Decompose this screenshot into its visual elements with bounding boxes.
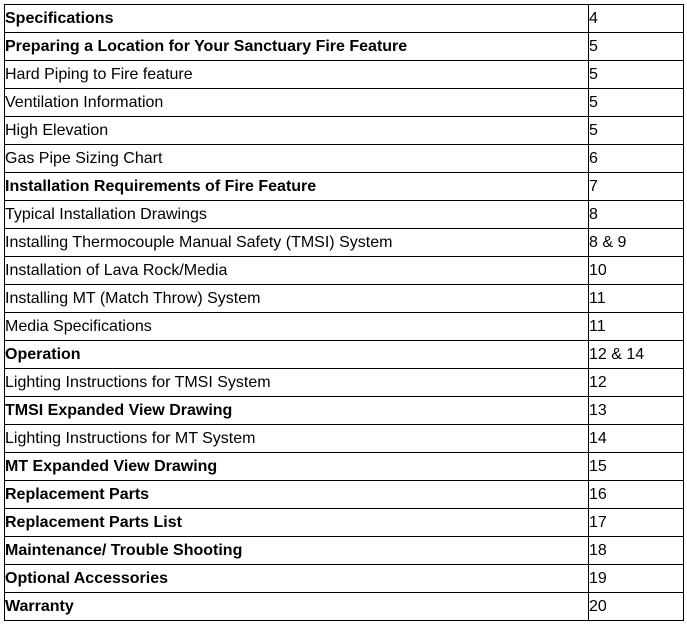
toc-entry-title: Installing MT (Match Throw) System — [5, 285, 589, 313]
toc-entry-page: 5 — [589, 117, 684, 145]
toc-entry-page: 5 — [589, 89, 684, 117]
toc-entry-page: 7 — [589, 173, 684, 201]
toc-entry-title: Media Specifications — [5, 313, 589, 341]
toc-entry-title: Warranty — [5, 593, 589, 621]
table-row — [5, 33, 684, 61]
table-of-contents — [4, 4, 684, 621]
table-row — [5, 117, 684, 145]
toc-entry-page: 8 — [589, 201, 684, 229]
toc-entry-title: MT Expanded View Drawing — [5, 453, 589, 481]
toc-entry-title: Specifications — [5, 5, 589, 33]
toc-entry-title: Gas Pipe Sizing Chart — [5, 145, 589, 173]
toc-entry-page: 12 — [589, 369, 684, 397]
toc-entry-title: High Elevation — [5, 117, 589, 145]
toc-entry-page: 13 — [589, 397, 684, 425]
table-row — [5, 369, 684, 397]
table-row — [5, 593, 684, 621]
toc-entry-page: 5 — [589, 61, 684, 89]
table-row — [5, 145, 684, 173]
toc-entry-title: Lighting Instructions for MT System — [5, 425, 589, 453]
toc-entry-title: Preparing a Location for Your Sanctuary Fire Feature — [5, 33, 589, 61]
toc-entry-title: TMSI Expanded View Drawing — [5, 397, 589, 425]
table-row — [5, 341, 684, 369]
toc-entry-page: 20 — [589, 593, 684, 621]
table-row — [5, 173, 684, 201]
table-row — [5, 453, 684, 481]
toc-entry-page: 11 — [589, 285, 684, 313]
table-row — [5, 565, 684, 593]
table-row — [5, 397, 684, 425]
toc-entry-title: Hard Piping to Fire feature — [5, 61, 589, 89]
table-row — [5, 313, 684, 341]
toc-entry-page: 16 — [589, 481, 684, 509]
table-row — [5, 425, 684, 453]
table-row — [5, 201, 684, 229]
toc-entry-page: 12 & 14 — [589, 341, 684, 369]
toc-entry-title: Replacement Parts — [5, 481, 589, 509]
toc-entry-title: Installing Thermocouple Manual Safety (TMSI) System — [5, 229, 589, 257]
table-row — [5, 285, 684, 313]
toc-entry-page: 14 — [589, 425, 684, 453]
toc-entry-page: 10 — [589, 257, 684, 285]
table-row — [5, 229, 684, 257]
toc-entry-title: Operation — [5, 341, 589, 369]
toc-entry-title: Lighting Instructions for TMSI System — [5, 369, 589, 397]
table-row — [5, 5, 684, 33]
toc-entry-title: Optional Accessories — [5, 565, 589, 593]
table-row — [5, 537, 684, 565]
toc-entry-page: 5 — [589, 33, 684, 61]
table-row — [5, 509, 684, 537]
table-row — [5, 61, 684, 89]
toc-entry-page: 6 — [589, 145, 684, 173]
toc-entry-page: 4 — [589, 5, 684, 33]
toc-entry-page: 19 — [589, 565, 684, 593]
toc-entry-title: Installation of Lava Rock/Media — [5, 257, 589, 285]
table-row — [5, 89, 684, 117]
toc-entry-title: Maintenance/ Trouble Shooting — [5, 537, 589, 565]
table-row — [5, 481, 684, 509]
toc-entry-title: Typical Installation Drawings — [5, 201, 589, 229]
toc-table — [4, 4, 684, 621]
toc-entry-title: Installation Requirements of Fire Feature — [5, 173, 589, 201]
toc-entry-title: Replacement Parts List — [5, 509, 589, 537]
toc-entry-page: 11 — [589, 313, 684, 341]
toc-entry-title: Ventilation Information — [5, 89, 589, 117]
toc-entry-page: 18 — [589, 537, 684, 565]
table-row — [5, 257, 684, 285]
toc-entry-page: 15 — [589, 453, 684, 481]
toc-entry-page: 17 — [589, 509, 684, 537]
toc-entry-page: 8 & 9 — [589, 229, 684, 257]
